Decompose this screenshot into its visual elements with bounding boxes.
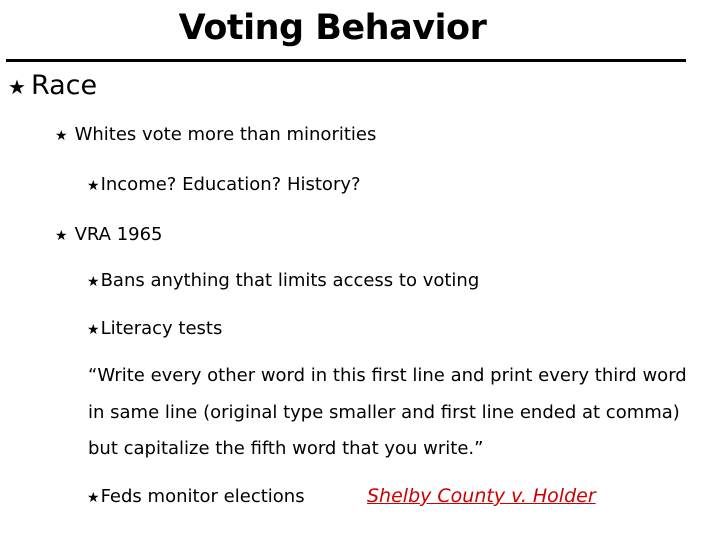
star-icon: ★ <box>87 178 100 194</box>
bullet-text: Income? Education? History? <box>100 174 361 195</box>
bullet-feds <box>87 486 305 507</box>
case-link-shelby-county[interactable]: Shelby County v. Holder <box>367 485 596 507</box>
title-underline-divider <box>6 59 686 62</box>
star-icon: ★ <box>55 128 68 144</box>
bullet-text: VRA 1965 <box>74 224 163 245</box>
literacy-quote-line: but capitalize the fifth word that you write.” <box>88 438 484 459</box>
star-icon: ★ <box>87 322 100 338</box>
star-icon: ★ <box>87 274 100 290</box>
bullet-income <box>87 174 361 195</box>
star-icon: ★ <box>8 75 26 99</box>
star-icon: ★ <box>55 228 68 244</box>
bullet-text: Literacy tests <box>100 318 223 339</box>
bullet-text: Feds monitor elections <box>100 486 305 507</box>
literacy-quote-line: “Write every other word in this first line and print every third word <box>88 365 687 386</box>
bullet-bans <box>87 270 479 291</box>
literacy-quote-line: in same line (original type smaller and first line ended at comma) <box>88 402 680 423</box>
bullet-text: Bans anything that limits access to voting <box>100 270 480 291</box>
slide-title: Voting Behavior <box>178 8 487 48</box>
bullet-vra <box>55 224 163 245</box>
bullet-whites-vote <box>55 124 376 145</box>
bullet-text: Race <box>30 70 98 101</box>
star-icon: ★ <box>87 490 100 506</box>
bullet-literacy <box>87 318 222 339</box>
bullet-race <box>8 70 97 101</box>
bullet-text: Whites vote more than minorities <box>74 124 377 145</box>
